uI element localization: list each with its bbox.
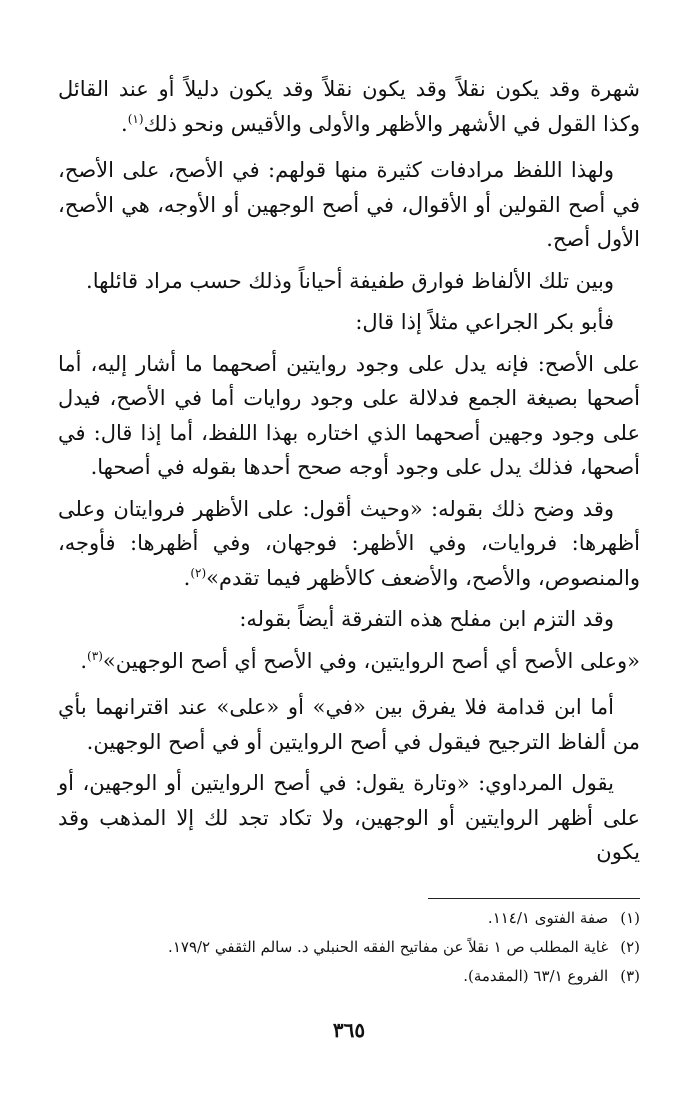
paragraph-text: ولهذا اللفظ مرادفات كثيرة منها قولهم: في الأصح، على الأصح، في أصح القولين أو الأقوال، في أصح الوجهين أو الأوجه، هي الأصح، الأول أصح.	[58, 158, 640, 251]
paragraph-text: أما ابن قدامة فلا يفرق بين «في» أو «على» عند اقترانهما بأي من ألفاظ الترجيح فيقول في أصح الروايتين أو في أصح الوجهين.	[58, 695, 640, 754]
footnote-2	[58, 933, 640, 962]
footnote-number: (٣)	[620, 967, 640, 985]
paragraph-3	[58, 264, 640, 299]
paragraph-text: وقد وضح ذلك بقوله: «وحيث أقول: على الأظهر فروايتان وعلى أظهرها: فروايات، وفي الأظهر: فوجهان، وفي أظهرها: فأوجه، والمنصوص، والأصح، والأضعف كالأظهر فيما تقدم»	[58, 496, 640, 590]
paragraph-9	[58, 690, 640, 759]
paragraph-text: يقول المرداوي: «وتارة يقول: في أصح الروايتين أو الوجهين، أو على أظهر الروايتين أو الوجهين، ولا تكاد تجد لك إلا المذهب وقد يكون	[58, 771, 640, 864]
main-text	[58, 72, 640, 870]
footnote-ref-3: (٣)	[87, 648, 103, 663]
footnote-text: غاية المطلب ص ١ نقلاً عن مفاتيح الفقه الحنبلي د. سالم الثقفي ١٧٩/٢.	[168, 938, 609, 956]
paragraph-6	[58, 492, 640, 596]
paragraph-text: شهرة وقد يكون نقلاً وقد يكون نقلاً وقد يكون دليلاً أو عند القائل وكذا القول في الأشهر والأظهر والأولى والأقيس ونحو ذلك	[58, 77, 640, 136]
footnote-3	[58, 962, 640, 991]
page-number: ٣٦٥	[332, 1018, 366, 1042]
footnote-ref-1: (١)	[127, 111, 144, 126]
paragraph-5	[58, 347, 640, 485]
footnote-number: (١)	[620, 909, 640, 927]
paragraph-text: «وعلى الأصح أي أصح الروايتين، وفي الأصح أي أصح الوجهين»	[102, 648, 640, 673]
paragraph-text: على الأصح: فإنه يدل على وجود روايتين أصحهما ما أشار إليه، أما أصحها بصيغة الجمع فدلالة على وجود روايات أما في الأصح، فيدل على وجود وجهين أصحهما الذي اختاره بهذا اللفظ، أما إذا قال: في أصحها، فذلك يدل على وجود أوجه صحح أحدها بقوله في أصحها.	[58, 351, 640, 479]
footnote-1	[58, 904, 640, 933]
footnote-divider	[428, 898, 640, 899]
footnote-text: الفروع ٦٣/١ (المقدمة).	[463, 967, 609, 985]
paragraph-end: .	[80, 648, 88, 673]
paragraph-2	[58, 153, 640, 257]
paragraph-7	[58, 602, 640, 637]
paragraph-end: .	[121, 111, 128, 136]
paragraph-8	[58, 644, 640, 679]
paragraph-end: .	[183, 565, 191, 590]
paragraph-1	[58, 72, 640, 141]
footnote-ref-2: (٢)	[190, 565, 207, 580]
footnote-text: صفة الفتوى ١١٤/١.	[487, 909, 609, 927]
paragraph-4	[58, 305, 640, 340]
paragraph-text: وقد التزم ابن مفلح هذه التفرقة أيضاً بقوله:	[239, 607, 614, 631]
paragraph-text: وبين تلك الألفاظ فوارق طفيفة أحياناً وذلك حسب مراد قائلها.	[86, 268, 614, 293]
paragraph-10	[58, 766, 640, 870]
footnotes	[58, 904, 640, 991]
paragraph-text: فأبو بكر الجراعي مثلاً إذا قال:	[355, 310, 614, 334]
footnote-number: (٢)	[620, 938, 640, 956]
